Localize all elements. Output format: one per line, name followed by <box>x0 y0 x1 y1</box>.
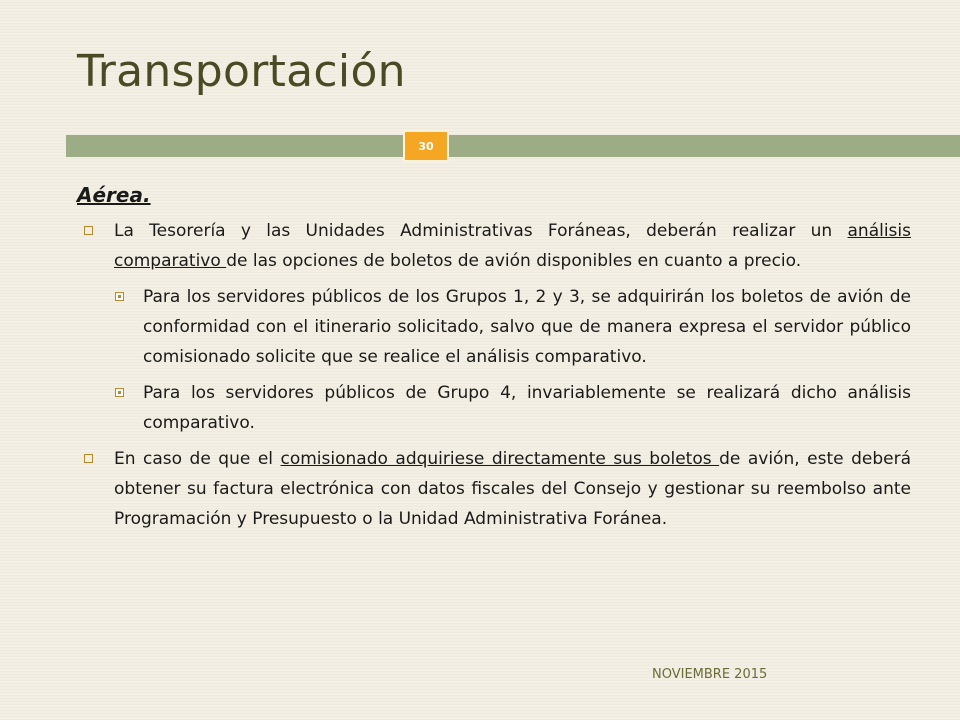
filled-square-bullet-icon <box>115 388 124 397</box>
page-number-badge: 30 <box>403 130 449 162</box>
slide-title: Transportación <box>77 46 406 97</box>
title-rule <box>66 135 960 157</box>
footer-date: NOVIEMBRE 2015 <box>652 667 768 682</box>
bullet2-text-before: En caso de que el <box>114 449 281 469</box>
filled-square-bullet-icon <box>115 292 124 301</box>
bullet2-text-underlined: comisionado adquiriese directamente sus boletos <box>280 449 720 469</box>
sub-bullet-item-1 <box>77 282 911 372</box>
square-bullet-icon <box>84 454 93 463</box>
sub2-text: Para los servidores públicos de Grupo 4, invariablemente se realizará dicho análisis comparativo. <box>143 383 911 433</box>
bullet1-text-underlined: análisis comparativo <box>114 221 911 271</box>
bullet-item-2 <box>77 444 911 534</box>
bullet1-text-before: La Tesorería y las Unidades Administrativas Foráneas, deberán realizar un <box>114 221 848 241</box>
bullet-item-1 <box>77 216 911 276</box>
sub1-text: Para los servidores públicos de los Grupos 1, 2 y 3, se adquirirán los boletos de avión de conformidad con el itinerario solicitado, salvo que de manera expresa el servidor público comisionado solicite que se realice el análisis comparativo. <box>143 287 911 367</box>
slide-body <box>77 182 911 540</box>
square-bullet-icon <box>84 226 93 235</box>
section-heading: Aérea. <box>77 183 151 207</box>
sub-bullet-item-2 <box>77 378 911 438</box>
bullet2-text-after: de avión, este deberá obtener su factura electrónica con datos fiscales del Consejo y gestionar su reembolso ante Programación y Presupuesto o la Unidad Administrativa Foránea. <box>114 449 911 529</box>
bullet1-text-after: de las opciones de boletos de avión disponibles en cuanto a precio. <box>226 251 802 271</box>
